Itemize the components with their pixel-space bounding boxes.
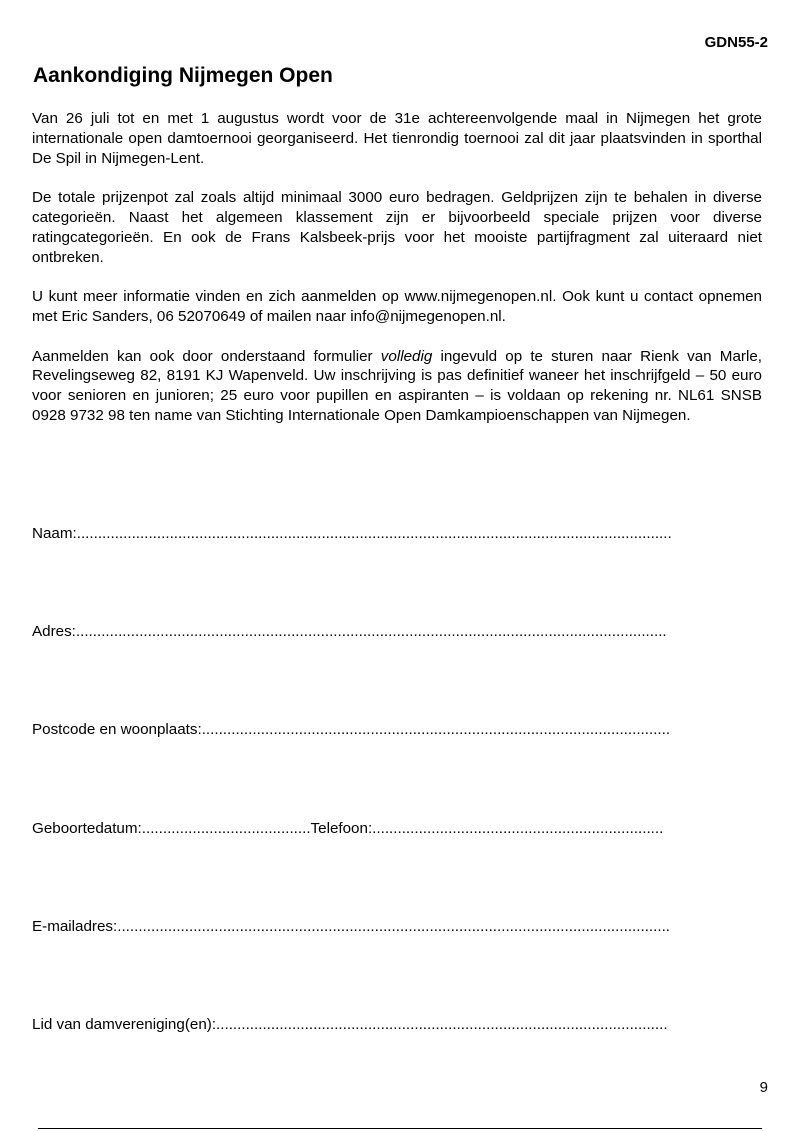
paragraph-contact: U kunt meer informatie vinden en zich aanmelden op www.nijmegenopen.nl. Ook kunt u contact opnemen met Eric Sanders, 06 52070649 of mailen naar info@nijmegenopen.nl. xyxy=(32,288,762,325)
registration-emphasis: volledig xyxy=(380,347,433,365)
page-title: Aankondiging Nijmegen Open xyxy=(33,64,333,87)
paragraph-prizes: De totale prijzenpot zal zoals altijd minimaal 3000 euro bedragen. Geldprijzen zijn te behalen in diverse categorieën. Naast het algemeen klassement zijn er bijvoorbeeld speciale prijzen voor diverse ratingcategorieën. En ook de Frans Kalsbeek-prijs voor het mooiste partijfragment zal uiteraard niet ontbreken. xyxy=(32,189,762,266)
registration-text-start: Aanmelden kan ook door onderstaand formulier xyxy=(32,347,381,365)
form-field-damvereniging: Lid van damvereniging(en):........................................................................................................... xyxy=(32,1016,668,1033)
announcement-body xyxy=(32,109,762,446)
paragraph-intro: Van 26 juli tot en met 1 augustus wordt voor de 31e achtereenvolgende maal in Nijmegen het grote internationale open damtoernooi georganiseerd. Het tienrondig toernooi zal dit jaar plaatsvinden in sporthal De Spil in Nijmegen-Lent. xyxy=(32,110,762,167)
form-field-geboortedatum-telefoon: Geboortedatum:........................................Telefoon:..................................................................... xyxy=(32,820,664,837)
document-code: GDN55-2 xyxy=(704,34,768,51)
registration-text-end: ingevuld op te sturen naar Rienk van Marle, Revelingseweg 82, 8191 KJ Wapenveld. Uw inschrijving is pas definitief waneer het inschrijfgeld – 50 euro voor senioren en junioren; 25 euro voor pupillen en aspiranten – is voldaan op rekening nr. NL61 SNSB 0928 9732 98 ten name van Stichting Internationale Open Damkampioenschappen van Nijmegen. xyxy=(32,347,762,424)
footer-rule xyxy=(38,1128,762,1129)
page-number: 9 xyxy=(759,1079,768,1096)
form-field-naam: Naam:............................................................................................................................................. xyxy=(32,525,672,542)
form-field-postcode-woonplaats: Postcode en woonplaats:............................................................................................................... xyxy=(32,721,671,738)
paragraph-registration xyxy=(32,347,762,426)
form-field-adres: Adres:............................................................................................................................................ xyxy=(32,623,667,640)
form-field-emailadres: E-mailadres:................................................................................................................................... xyxy=(32,918,671,935)
